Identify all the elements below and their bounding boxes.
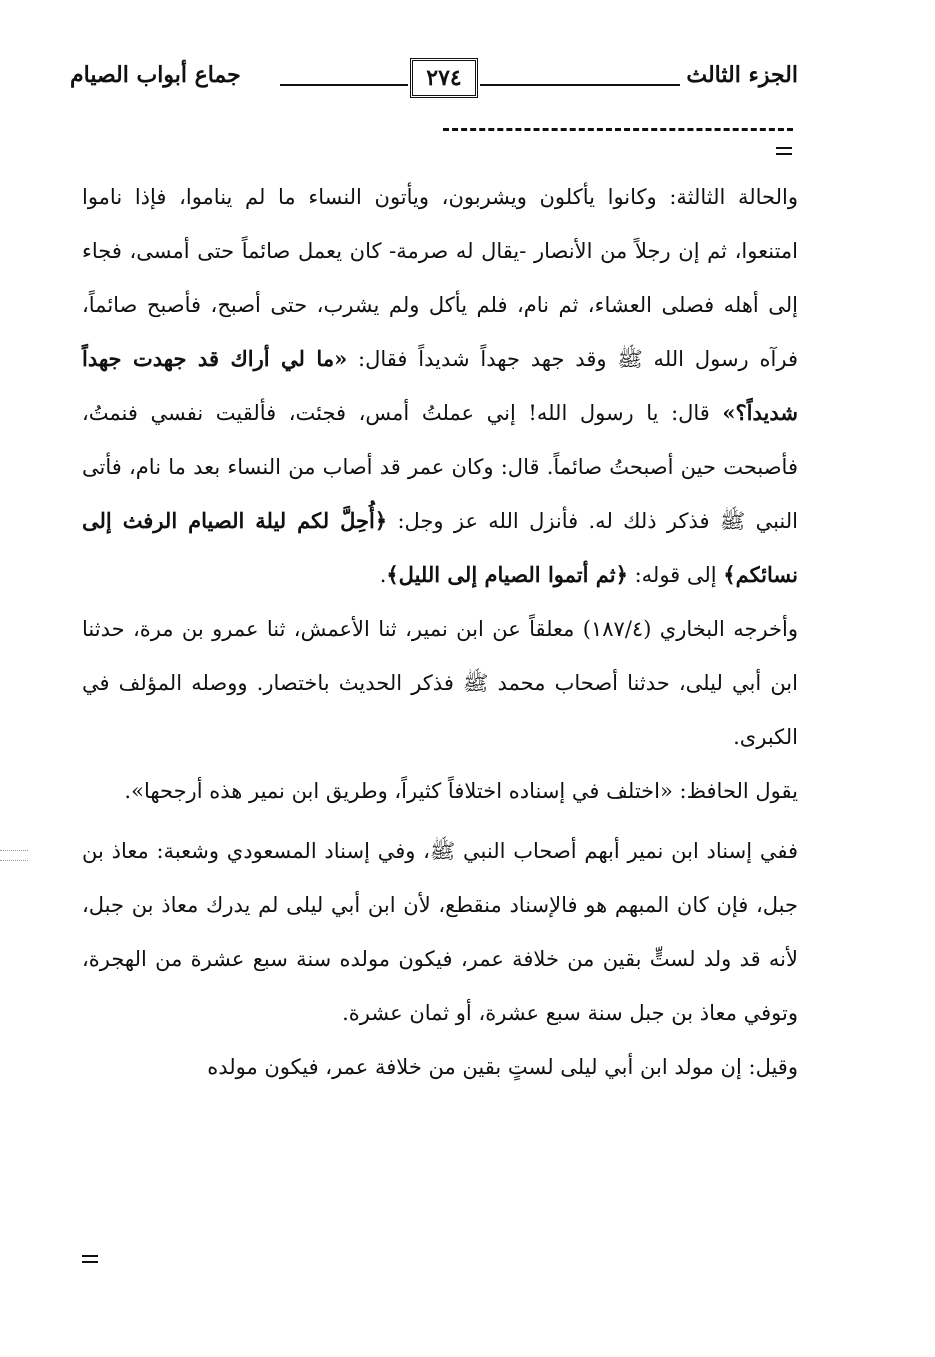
text-segment: وقيل: إن مولد ابن أبي ليلى لستٍ بقين من خلافة عمر، فيكون مولده: [207, 1055, 798, 1079]
text-segment: إلى قوله:: [627, 563, 724, 587]
chapter-title: جماع أبواب الصيام: [70, 62, 241, 88]
volume-title: الجزء الثالث: [686, 62, 798, 88]
quran-verse: ﴿ثم أتموا الصيام إلى الليل﴾: [386, 562, 628, 587]
text-segment: والحالة الثالثة: وكانوا يأكلون ويشربون، ويأتون النساء ما لم يناموا، فإذا ناموا امتنعوا، ثم إن رجلاً من الأنصار -يقال له صرمة- كان يعمل صائماً حتى أمسى، فجاء إلى أهله فصلى العشاء، ثم نام، فلم يأكل ولم يشرب، حتى أصبح، فأصبح صائماً، فرآه رسول الله ﷺ وقد جهد جهداً شديداً فقال:: [82, 185, 798, 371]
paragraph-1: [82, 170, 798, 602]
text-segment: قال: يا رسول الله! إني عملتُ أمس، فجئت، فألقيت نفسي فنمتُ، فأصبحت حين أصبحتُ صائماً. قال: وكان عمر قد أصاب من النساء بعد ما نام، فأتى النبي ﷺ فذكر ذلك له. فأنزل الله عز وجل:: [82, 401, 798, 533]
quran-verse: ﴿أُحِلَّ لكم ليلة الصيام الرفث إلى نسائكم﴾: [82, 508, 798, 587]
paragraph-3: [82, 764, 798, 818]
margin-scan-mark: [0, 860, 28, 861]
header-dashed-divider: [443, 128, 793, 131]
margin-scan-mark: [0, 850, 28, 851]
header-rule-right: [480, 84, 680, 86]
paragraph-5: [82, 1040, 798, 1094]
hadith-quote: «ما لي أراك قد جهدت جهداً شديداً؟»: [82, 346, 798, 425]
text-segment: وأخرجه البخاري (١٨٧/٤) معلقاً عن ابن نمير، ثنا الأعمش، ثنا عمرو بن مرة، حدثنا ابن أبي ليلى، حدثنا أصحاب محمد ﷺ فذكر الحديث باختصار. ووصله المؤلف في الكبرى.: [82, 617, 799, 749]
paragraph-4: [82, 824, 798, 1040]
paragraph-2: [82, 602, 798, 764]
text-segment: .: [379, 563, 387, 587]
body-text: [82, 170, 798, 1094]
double-rule-mark-bottom: [82, 1255, 98, 1263]
text-segment: يقول الحافظ: «اختلف في إسناده اختلافاً كثيراً، وطريق ابن نمير هذه أرجحها».: [124, 779, 798, 803]
double-rule-mark-top: [776, 147, 792, 155]
text-segment: ففي إسناد ابن نمير أبهم أصحاب النبي ﷺ، وفي إسناد المسعودي وشعبة: معاذ بن جبل، فإن كان المبهم هو فالإسناد منقطع، لأن ابن أبي ليلى لم يدرك معاذ بن جبل، لأنه قد ولد لستٍّ بقين من خلافة عمر، فيكون مولده سنة سبع عشرة من الهجرة، وتوفي معاذ بن جبل سنة سبع عشرة، أو ثمان عشرة.: [82, 839, 798, 1025]
header-rule-left: [280, 84, 408, 86]
running-header: [70, 58, 798, 102]
page-number: ٢٧٤: [410, 58, 478, 98]
